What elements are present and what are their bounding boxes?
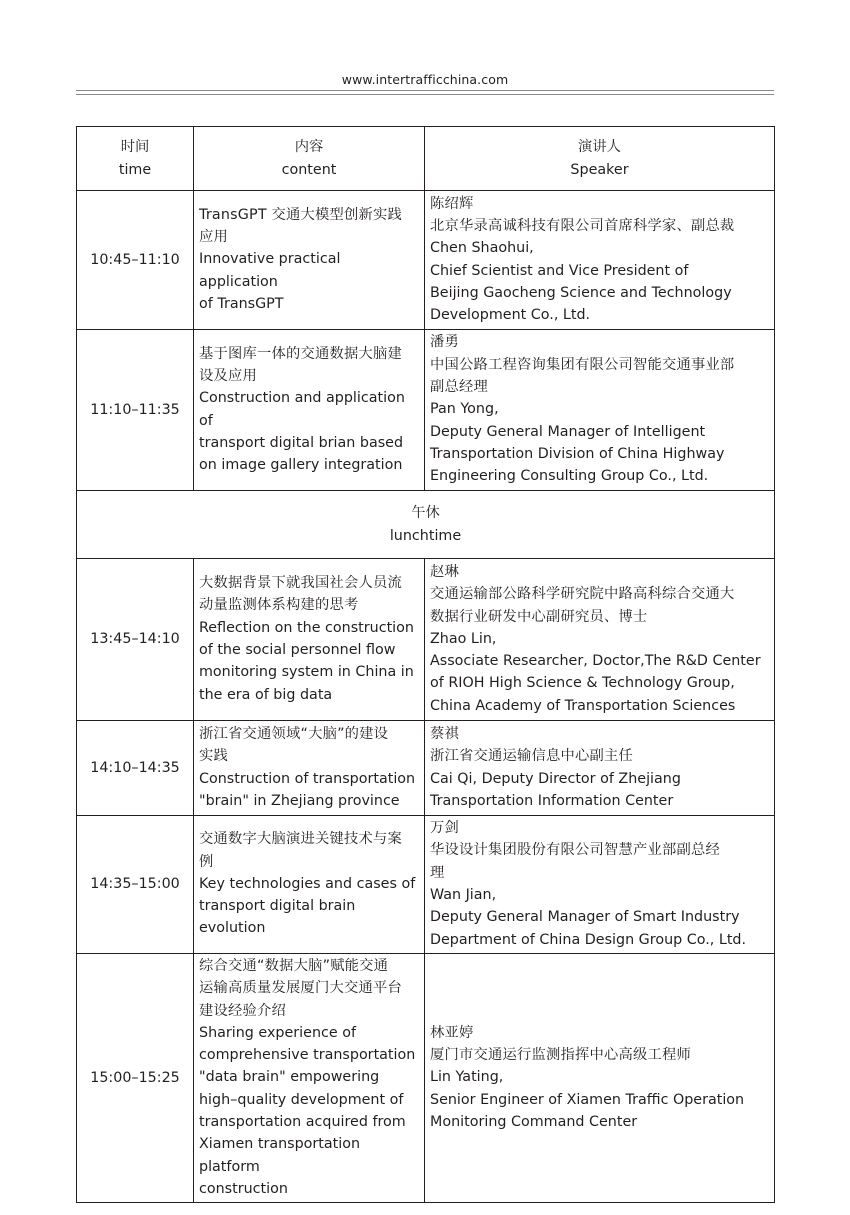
table-row (77, 954, 775, 1203)
speaker-line: Lin Yating, (430, 1069, 504, 1086)
content-line: 例 (199, 853, 214, 870)
speaker-cell (425, 330, 775, 491)
content-line: high–quality development of (199, 1091, 404, 1108)
content-line: 综合交通“数据大脑”赋能交通 (199, 958, 389, 974)
speaker-line: Chief Scientist and Vice President of (430, 262, 689, 279)
time-cell: 10:45–11:10 (77, 191, 194, 330)
lunch-zh: 午休 (411, 505, 440, 522)
speaker-cell (425, 954, 775, 1203)
table-header-row (77, 127, 775, 191)
speaker-line: Monitoring Command Center (430, 1114, 638, 1131)
speaker-line: 浙江省交通运输信息中心副主任 (430, 748, 633, 765)
content-line: 运输高质量发展厦门大交通平台 (199, 980, 402, 997)
header-speaker-zh: 演讲人 (578, 139, 621, 156)
content-line: Xiamen transportation platform (199, 1136, 361, 1175)
content-line: the era of big data (199, 686, 333, 703)
content-line: 动量监测体系构建的思考 (199, 597, 359, 614)
speaker-cell (425, 559, 775, 721)
content-line: transport digital brian based (199, 434, 404, 451)
speaker-line: 理 (430, 864, 445, 881)
content-line: "data brain" empowering (199, 1069, 380, 1086)
speaker-line: 数据行业研发中心副研究员、博士 (430, 608, 648, 625)
speaker-line: Senior Engineer of Xiamen Traffic Operation (430, 1091, 745, 1108)
speaker-line: 林亚婷 (430, 1024, 474, 1041)
speaker-line: Zhao Lin, (430, 630, 497, 647)
speaker-line: 蔡祺 (430, 725, 459, 742)
content-line: Construction and application of (199, 390, 405, 429)
speaker-line: Associate Researcher, Doctor,The R&D Center (430, 653, 761, 670)
speaker-cell (425, 816, 775, 954)
lunch-en: lunchtime (389, 527, 462, 544)
speaker-line: China Academy of Transportation Sciences (430, 697, 736, 714)
speaker-line: 中国公路工程咨询集团有限公司智能交通事业部 (430, 356, 735, 373)
content-line: 基于图库一体的交通数据大脑建 (199, 345, 402, 362)
speaker-line: 潘勇 (430, 334, 459, 351)
table-row (77, 191, 775, 330)
speaker-line: Engineering Consulting Group Co., Ltd. (430, 468, 709, 485)
content-line: monitoring system in China in (199, 664, 414, 681)
header-rule-bottom (76, 94, 774, 95)
speaker-line: Deputy General Manager of Smart Industry (430, 909, 740, 926)
time-cell: 15:00–15:25 (77, 954, 194, 1203)
speaker-line: 华设设计集团股份有限公司智慧产业部副总经 (430, 842, 720, 859)
speaker-line: Department of China Design Group Co., Ltd. (430, 931, 747, 948)
content-line: 实践 (199, 748, 228, 765)
header-content-zh: 内容 (294, 139, 324, 156)
speaker-line: 副总经理 (430, 379, 488, 396)
content-line: 建设经验介绍 (199, 1002, 286, 1019)
content-line: Construction of transportation (199, 770, 416, 787)
content-cell (194, 330, 425, 491)
speaker-line: of RIOH High Science & Technology Group, (430, 675, 735, 692)
content-line: comprehensive transportation (199, 1047, 416, 1064)
speaker-line: Transportation Information Center (430, 792, 674, 809)
speaker-line: 厦门市交通运行监测指挥中心高级工程师 (430, 1047, 691, 1064)
speaker-line: Chen Shaohui, (430, 240, 534, 257)
time-cell: 14:10–14:35 (77, 721, 194, 816)
table-row (77, 330, 775, 491)
content-line: 设及应用 (199, 367, 257, 384)
speaker-line: Deputy General Manager of Intelligent (430, 423, 706, 440)
header-content (194, 127, 425, 191)
header-speaker (425, 127, 775, 191)
content-cell (194, 954, 425, 1203)
table-row (77, 816, 775, 954)
speaker-line: 交通运输部公路科学研究院中路高科综合交通大 (430, 586, 735, 603)
speaker-line: 万剑 (430, 820, 459, 837)
content-line: 应用 (199, 229, 228, 246)
time-cell: 13:45–14:10 (77, 559, 194, 721)
header-time-zh: 时间 (120, 139, 150, 156)
content-cell (194, 191, 425, 330)
speaker-line: Transportation Division of China Highway (430, 445, 725, 462)
content-line: "brain" in Zhejiang province (199, 792, 400, 809)
content-line: 浙江省交通领域“大脑”的建设 (199, 725, 389, 742)
speaker-line: 陈绍辉 (430, 195, 474, 212)
header-speaker-en: Speaker (570, 161, 629, 178)
speaker-line: Pan Yong, (430, 401, 499, 418)
lunch-cell (77, 491, 775, 559)
header-content-en: content (281, 161, 337, 178)
speaker-line: Cai Qi, Deputy Director of Zhejiang (430, 770, 681, 787)
content-line: of the social personnel flow (199, 642, 396, 658)
content-line: on image gallery integration (199, 457, 403, 474)
header-time (77, 127, 194, 191)
content-cell (194, 721, 425, 816)
header-rule-top (76, 90, 774, 91)
content-line: construction (199, 1180, 288, 1197)
content-line: 大数据背景下就我国社会人员流 (199, 575, 402, 592)
header-time-en: time (118, 161, 152, 178)
speaker-cell (425, 721, 775, 816)
content-line: transportation acquired from (199, 1114, 406, 1131)
speaker-line: 北京华录高诚科技有限公司首席科学家、副总裁 (430, 217, 735, 234)
table-row (77, 559, 775, 721)
speaker-line: 赵琳 (430, 563, 459, 580)
agenda-table (76, 126, 775, 1203)
speaker-line: Beijing Gaocheng Science and Technology (430, 284, 732, 301)
website-url: www.intertrafficchina.com (341, 72, 509, 87)
content-line: Sharing experience of (199, 1024, 356, 1041)
content-line: transport digital brain evolution (199, 898, 356, 937)
time-cell: 11:10–11:35 (77, 330, 194, 491)
speaker-cell (425, 191, 775, 330)
content-line: Key technologies and cases of (199, 875, 416, 892)
content-line: Reflection on the construction (199, 619, 414, 636)
content-line: TransGPT 交通大模型创新实践 (199, 206, 403, 223)
table-row (77, 721, 775, 816)
content-line: of TransGPT (199, 295, 284, 312)
content-cell (194, 559, 425, 721)
content-line: Innovative practical application (199, 251, 341, 290)
lunch-row (77, 491, 775, 559)
speaker-line: Development Co., Ltd. (430, 307, 591, 324)
content-line: 交通数字大脑演进关键技术与案 (199, 831, 402, 848)
content-cell (194, 816, 425, 954)
speaker-line: Wan Jian, (430, 887, 497, 903)
time-cell: 14:35–15:00 (77, 816, 194, 954)
